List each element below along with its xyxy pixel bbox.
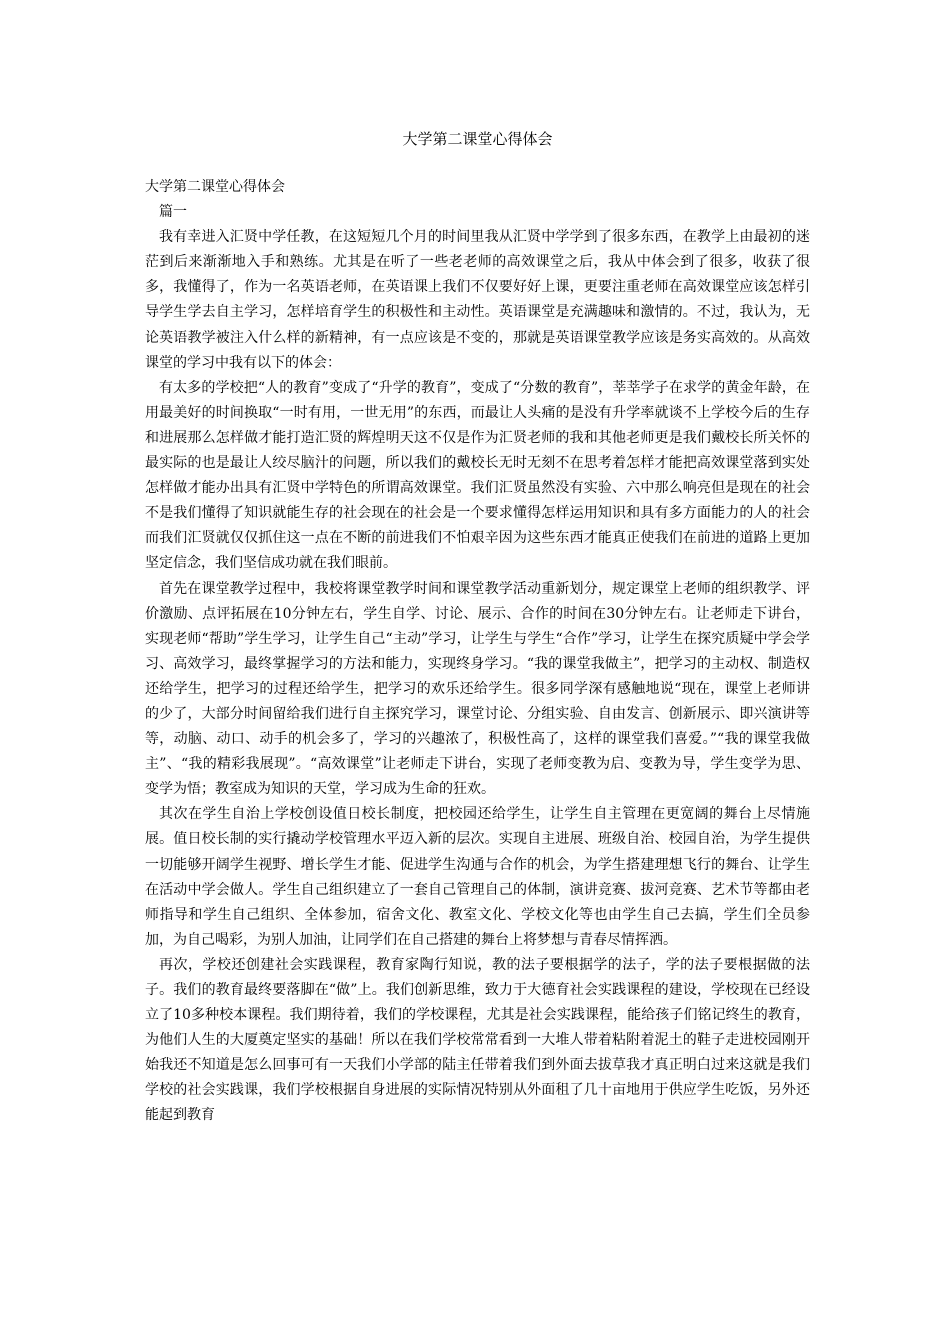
document-title: 大学第二课堂心得体会 xyxy=(402,130,553,148)
paragraph-1: 我有幸进入汇贤中学任教，在这短短几个月的时间里我从汇贤中学学到了很多东西，在教学上由最初的迷茫到后来渐渐地入手和熟练。尤其是在听了一些老老师的高效课堂之后，我从中体会到了很多，收获了很多，我懂得了，作为一名英语老师，在英语课上我们不仅要好好上课，更要注重老师在高效课堂应该怎样引导学生学去自主学习，怎样培育学生的积极性和主动性。英语课堂是充满趣味和激情的。不过，我认为，无论英语教学被注入什么样的新精神，有一点应该是不变的，那就是英语课堂教学应该是务实高效的。从高效课堂的学习中我有以下的体会： xyxy=(145,229,810,371)
document-body xyxy=(145,175,810,1129)
paragraph-3: 首先在课堂教学过程中，我校将课堂教学时间和课堂教学活动重新划分，规定课堂上老师的组织教学、评价激励、点评拓展在10分钟左右，学生自学、讨论、展示、合作的时间在30分钟左右。让老师走下讲台，实现老师“帮助”学生学习，让学生自己“主动”学习，让学生与学生“合作”学习，让学生在探究质疑中学会学习、高效学习，最终掌握学习的方法和能力，实现终身学习。“我的课堂我做主”，把学习的主动权、制造权还给学生，把学习的过程还给学生，把学习的欢乐还给学生。很多同学深有感触地说“现在，课堂上老师讲的少了，大部分时间留给我们进行自主探究学习，课堂讨论、分组实验、自由发言、创新展示、即兴演讲等等，动脑、动口、动手的机会多了，学习的兴趣浓了，积极性高了，这样的课堂我们喜爱。”“我的课堂我做主”、“我的精彩我展现”。“高效课堂”让老师走下讲台，实现了老师变教为启、变教为导，学生变学为思、变学为悟；教室成为知识的天堂，学习成为生命的狂欢。 xyxy=(145,580,810,798)
paragraph-4: 其次在学生自治上学校创设值日校长制度，把校园还给学生，让学生自主管理在更宽阔的舞台上尽情施展。值日校长制的实行撬动学校管理水平迈入新的层次。实现自主进展、班级自治、校园自治，为学生提供一切能够开阔学生视野、增长学生才能、促进学生沟通与合作的机会，为学生搭建理想飞行的舞台、让学生在活动中学会做人。学生自己组织建立了一套自己管理自己的体制，演讲竞赛、拔河竞赛、艺术节等都由老师指导和学生自己组织、全体参加，宿舍文化、教室文化、学校文化等也由学生自己去搞，学生们全员参加，为自己喝彩，为别人加油，让同学们在自己搭建的舞台上将梦想与青春尽情挥洒。 xyxy=(145,806,810,948)
section-label: 篇一 xyxy=(159,204,187,221)
document-subtitle: 大学第二课堂心得体会 xyxy=(145,179,285,195)
paragraph-2: 有太多的学校把“人的教育”变成了“升学的教育”，变成了“分数的教育”，莘莘学子在求学的黄金年龄，在用最美好的时间换取“一时有用，一世无用”的东西，而最让人头痛的是没有升学率就谈不上学校今后的生存和进展那么怎样做才能打造汇贤的辉煌明天这不仅是作为汇贤老师的我和其他老师更是我们戴校长所关怀的最实际的也是最让人绞尽脑汁的问题，所以我们的戴校长无时无刻不在思考着怎样才能把高效课堂落到实处怎样做才能办出具有汇贤中学特色的所谓高效课堂。我们汇贤虽然没有实验、六中那么响亮但是现在的社会不是我们懂得了知识就能生存的社会现在的社会是一个要求懂得怎样运用知识和具有多方面能力的人的社会而我们汇贤就仅仅抓住这一点在不断的前进我们不怕艰辛因为这些东西才能真正使我们在前进的道路上更加坚定信念，我们坚信成功就在我们眼前。 xyxy=(145,379,810,572)
paragraph-5: 再次，学校还创建社会实践课程，教育家陶行知说，教的法子要根据学的法子，学的法子要根据做的法子。我们的教育最终要落脚在“做”上。我们创新思维，致力于大德育社会实践课程的建设，学校现在已经设立了10多种校本课程。我们期待着，我们的学校课程，尤其是社会实践课程，能给孩子们铭记终生的教育，为他们人生的大厦奠定坚实的基础！所以在我们学校常常看到一大堆人带着粘附着泥土的鞋子走进校园刚开始我还不知道是怎么回事可有一天我们小学部的陆主任带着我们到外面去拔草我才真正明白过来这就是我们学校的社会实践课，我们学校根据自身进展的实际情况特别从外面租了几十亩地用于供应学生吃饭，另外还能起到教育 xyxy=(145,956,810,1124)
